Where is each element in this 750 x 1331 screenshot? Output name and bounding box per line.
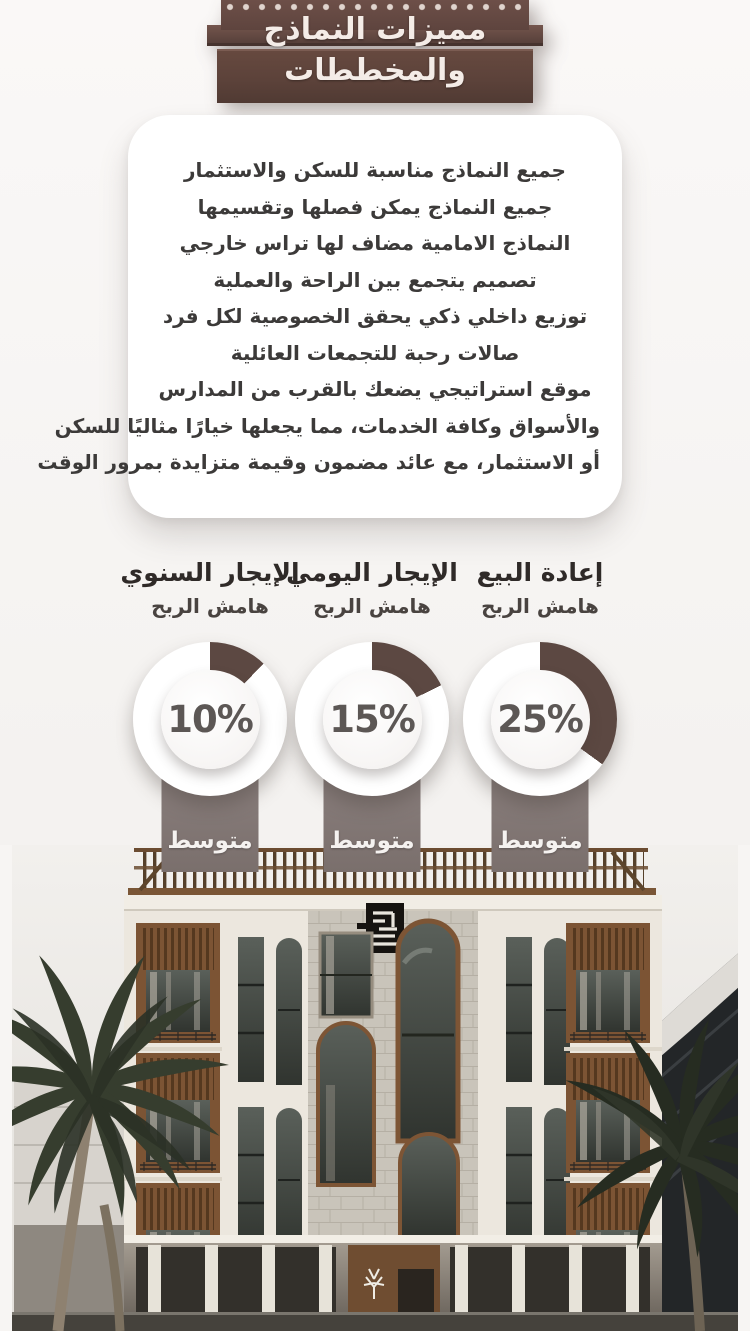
- chart-badge: متوسط: [167, 828, 253, 854]
- donut-value: 15%: [329, 697, 415, 741]
- banner-title: [205, 0, 545, 103]
- feature-line: تصميم يتجمع بين الراحة والعملية: [213, 267, 537, 292]
- donut-center: [323, 670, 422, 769]
- chart-title: إعادة البيع: [476, 558, 604, 587]
- chart-subtitle: هامش الربح: [313, 594, 431, 618]
- donut-center: [491, 670, 590, 769]
- donut-center: [161, 670, 260, 769]
- chart-subtitle: هامش الربح: [151, 594, 269, 618]
- chart-badge: متوسط: [497, 828, 583, 854]
- feature-line: والأسواق وكافة الخدمات، مما يجعلها خيارًا مثاليًا للسكن: [54, 413, 600, 438]
- feature-line: توزيع داخلي ذكي يحقق الخصوصية لكل فرد: [162, 304, 588, 329]
- feature-line: صالات رحبة للتجمعات العائلية: [230, 340, 520, 365]
- building-render-image: [0, 845, 750, 1331]
- feature-line: النماذج الامامية مضاف لها تراس خارجي: [179, 231, 571, 256]
- chart-subtitle: هامش الربح: [481, 594, 599, 618]
- profit-margin-charts: [0, 558, 750, 872]
- feature-line: موقع استراتيجي يضعك بالقرب من المدارس: [158, 377, 592, 402]
- donut-chart-daily: [295, 642, 449, 796]
- chart-title: الإيجار اليومي: [286, 558, 458, 587]
- feature-line: جميع النماذج مناسبة للسكن والاستثمار: [184, 158, 566, 183]
- chart-title: الإيجار السنوي: [120, 558, 300, 587]
- feature-line: أو الاستثمار، مع عائد مضمون وقيمة متزايدة بمرور الوقت: [37, 450, 600, 475]
- banner-title-line1: مميزات النماذج: [263, 12, 487, 47]
- chart-badge: متوسط: [329, 828, 415, 854]
- donut-value: 10%: [167, 697, 253, 741]
- donut-chart-resale: [463, 642, 617, 796]
- banner-title-line2: والمخططات: [284, 53, 466, 88]
- title-banner: [205, 0, 545, 103]
- features-card: [37, 115, 622, 518]
- feature-line: جميع النماذج يمكن فصلها وتقسيمها: [197, 194, 553, 219]
- donut-chart-annual: [133, 642, 287, 796]
- donut-value: 25%: [497, 697, 583, 741]
- chart-resale: [430, 558, 650, 872]
